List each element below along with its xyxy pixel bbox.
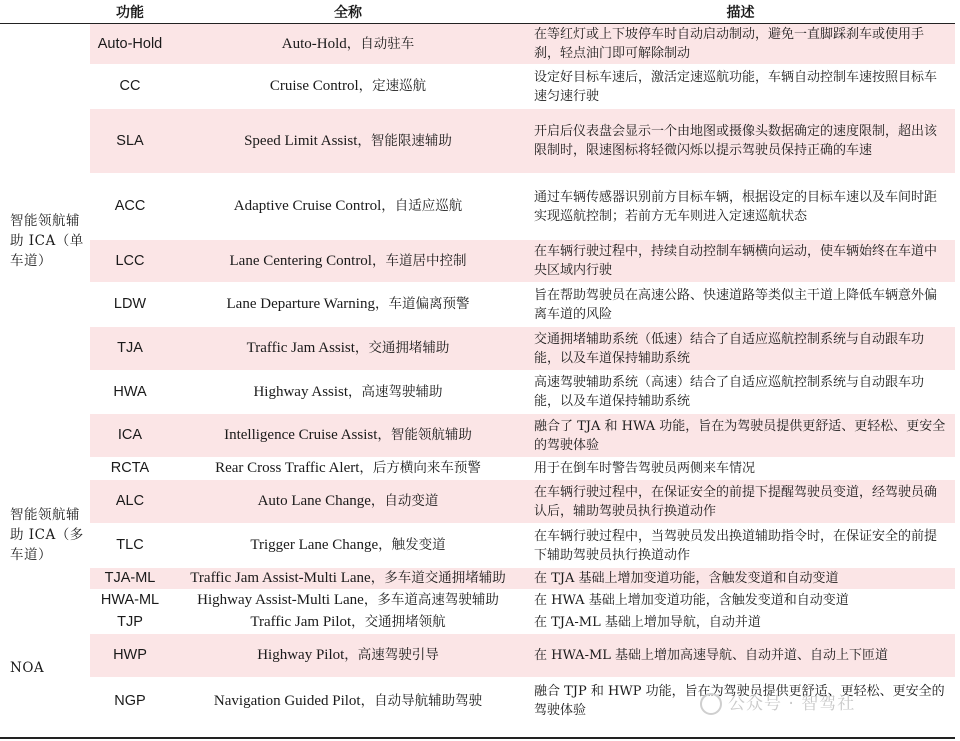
row-abbr: TLC (90, 524, 170, 568)
row-description: 旨在帮助驾驶员在高速公路、快速道路等类似主干道上降低车辆意外偏离车道的风险 (526, 283, 955, 327)
row-description: 在 HWA 基础上增加变道功能，含触发变道和自动变道 (526, 590, 955, 612)
row-description: 在车辆行驶过程中，在保证安全的前提下提醒驾驶员变道，经驾驶员确认后，辅助驾驶员执行换道动作 (526, 480, 955, 524)
row-abbr: LCC (90, 240, 170, 283)
table-row (0, 240, 955, 283)
table-row (0, 65, 955, 109)
table-row (0, 524, 955, 568)
row-abbr: Auto-Hold (90, 24, 170, 65)
row-abbr: HWP (90, 634, 170, 678)
row-abbr: ACC (90, 174, 170, 240)
row-description: 在 TJA-ML 基础上增加导航，自动并道 (526, 612, 955, 634)
row-description: 融合了 TJA 和 HWA 功能，旨在为驾驶员提供更舒适、更轻松、更安全的驾驶体验 (526, 414, 955, 458)
row-fullname: Intelligence Cruise Assist，智能领航辅助 (170, 414, 526, 458)
row-description: 设定好目标车速后，激活定速巡航功能，车辆自动控制车速按照目标车速匀速行驶 (526, 65, 955, 109)
table-row (0, 414, 955, 458)
row-fullname: Rear Cross Traffic Alert，后方横向来车预警 (170, 458, 526, 480)
row-abbr: RCTA (90, 458, 170, 480)
table-row (0, 568, 955, 590)
row-fullname: Traffic Jam Assist，交通拥堵辅助 (170, 327, 526, 371)
row-fullname: Highway Assist，高速驾驶辅助 (170, 371, 526, 414)
header-fullname: 全称 (170, 0, 526, 24)
table-row (0, 612, 955, 634)
table-row (0, 590, 955, 612)
row-description: 在车辆行驶过程中，当驾驶员发出换道辅助指令时，在保证安全的前提下辅助驾驶员执行换道动作 (526, 524, 955, 568)
header-group (0, 0, 90, 24)
group-label-noa: NOA (0, 612, 90, 725)
table-bottom-rule (0, 737, 955, 739)
row-abbr: ICA (90, 414, 170, 458)
row-abbr: TJA-ML (90, 568, 170, 590)
row-abbr: LDW (90, 283, 170, 327)
row-fullname: Auto-Hold，自动驻车 (170, 24, 526, 65)
row-description: 在 HWA-ML 基础上增加高速导航、自动并道、自动上下匝道 (526, 634, 955, 678)
watermark-text: 公众号 · 智驾社 (728, 694, 856, 714)
row-description: 用于在倒车时警告驾驶员两侧来车情况 (526, 458, 955, 480)
row-fullname: Auto Lane Change，自动变道 (170, 480, 526, 524)
row-fullname: Lane Centering Control，车道居中控制 (170, 240, 526, 283)
row-description: 在等红灯或上下坡停车时自动启动制动，避免一直脚踩刹车或使用手刹，轻点油门即可解除制动 (526, 24, 955, 65)
table-row (0, 24, 955, 65)
table-row (0, 371, 955, 414)
row-description: 开启后仪表盘会显示一个由地图或摄像头数据确定的速度限制，超出该限制时，限速图标将轻微闪烁以提示驾驶员保持正确的车速 (526, 109, 955, 174)
row-abbr: TJP (90, 612, 170, 634)
row-fullname: Adaptive Cruise Control，自适应巡航 (170, 174, 526, 240)
row-fullname: Speed Limit Assist，智能限速辅助 (170, 109, 526, 174)
group-label-single-lane: 智能领航辅助 ICA（单车道） (0, 24, 90, 458)
row-description: 交通拥堵辅助系统（低速）结合了自适应巡航控制系统与自动跟车功能，以及车道保持辅助系统 (526, 327, 955, 371)
row-fullname: Traffic Jam Pilot，交通拥堵领航 (170, 612, 526, 634)
table-row (0, 327, 955, 371)
row-abbr: TJA (90, 327, 170, 371)
header-description: 描述 (526, 0, 955, 24)
table-row (0, 480, 955, 524)
row-abbr: HWA (90, 371, 170, 414)
row-description: 高速驾驶辅助系统（高速）结合了自适应巡航控制系统与自动跟车功能，以及车道保持辅助系统 (526, 371, 955, 414)
table-row (0, 283, 955, 327)
table-row (0, 634, 955, 678)
header-row (0, 0, 955, 24)
row-description: 通过车辆传感器识别前方目标车辆，根据设定的目标车速以及车间时距实现巡航控制；若前方无车则进入定速巡航状态 (526, 174, 955, 240)
group-label-multi-lane: 智能领航辅助 ICA（多车道） (0, 458, 90, 612)
table-row (0, 174, 955, 240)
row-fullname: Highway Pilot，高速驾驶引导 (170, 634, 526, 678)
header-function: 功能 (90, 0, 170, 24)
row-description: 在 TJA 基础上增加变道功能，含触发变道和自动变道 (526, 568, 955, 590)
row-fullname: Cruise Control，定速巡航 (170, 65, 526, 109)
row-description: 融合 TJP 和 HWP 功能，旨在为驾驶员提供更舒适、更轻松、更安全的驾驶体验 (526, 678, 955, 725)
row-abbr: HWA-ML (90, 590, 170, 612)
row-abbr: CC (90, 65, 170, 109)
table-row (0, 458, 955, 480)
row-abbr: SLA (90, 109, 170, 174)
table-row (0, 678, 955, 725)
row-fullname: Highway Assist-Multi Lane，多车道高速驾驶辅助 (170, 590, 526, 612)
row-abbr: ALC (90, 480, 170, 524)
row-fullname: Traffic Jam Assist-Multi Lane，多车道交通拥堵辅助 (170, 568, 526, 590)
row-fullname: Lane Departure Warning，车道偏离预警 (170, 283, 526, 327)
row-fullname: Trigger Lane Change，触发变道 (170, 524, 526, 568)
table-row (0, 109, 955, 174)
row-description: 在车辆行驶过程中，持续自动控制车辆横向运动，使车辆始终在车道中央区域内行驶 (526, 240, 955, 283)
row-abbr: NGP (90, 678, 170, 725)
row-fullname: Navigation Guided Pilot，自动导航辅助驾驶 (170, 678, 526, 725)
